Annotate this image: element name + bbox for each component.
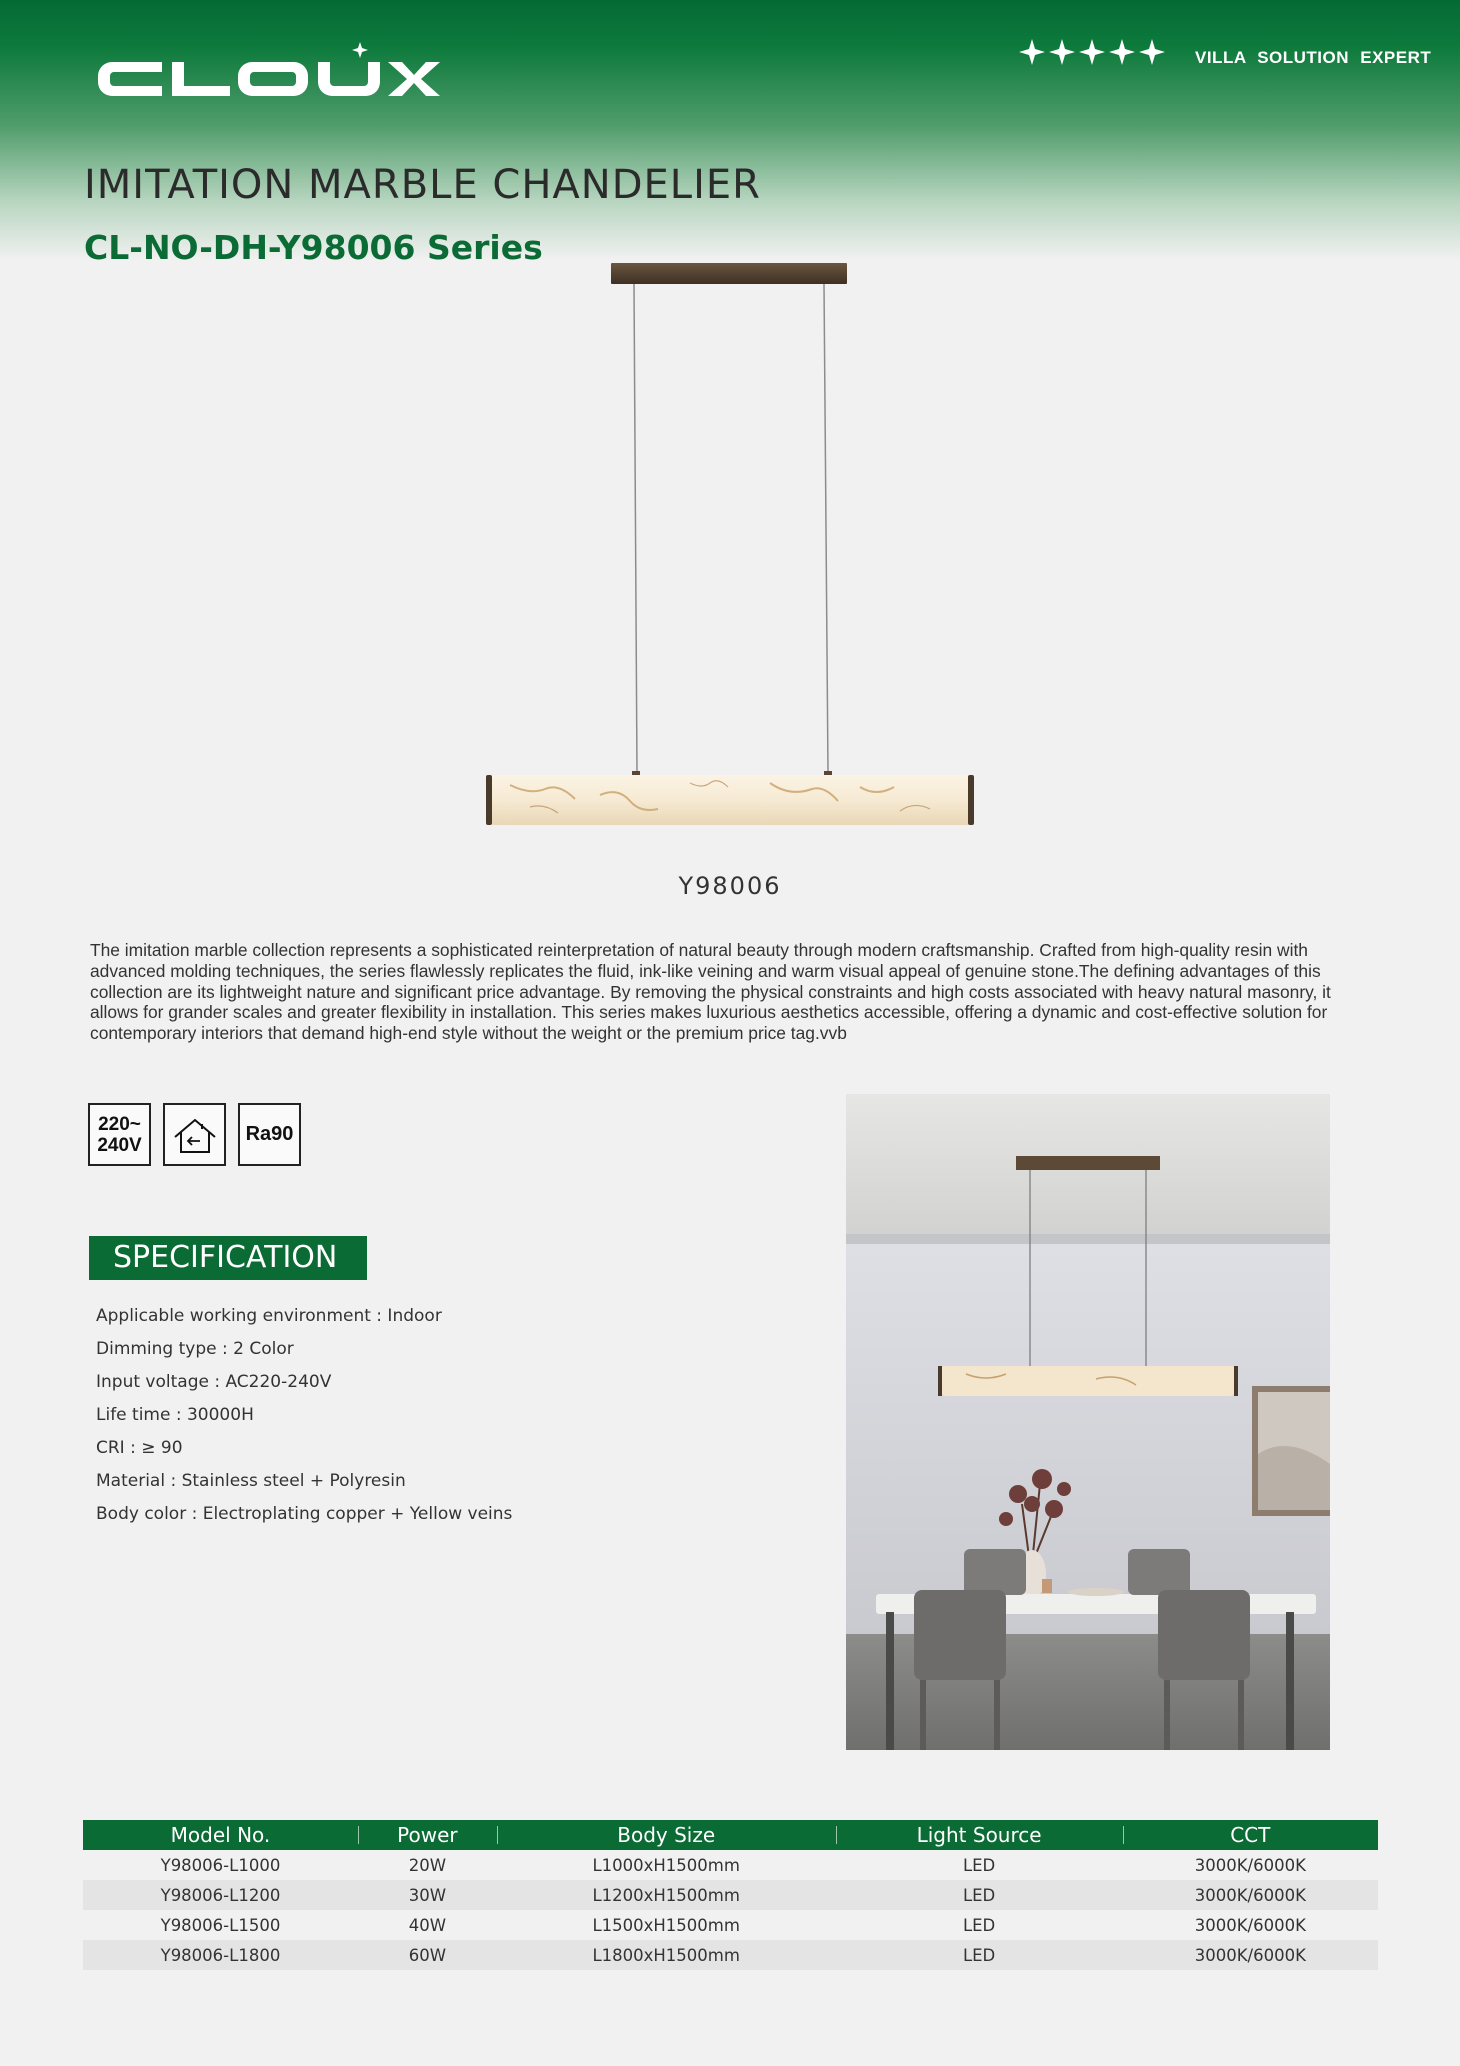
model-spec-table [83, 1820, 1378, 1970]
voltage-line2: 240V [97, 1134, 142, 1156]
cell-cct: 3000K/6000K [1123, 1880, 1378, 1910]
product-series: CL-NO-DH-Y98006 Series [84, 228, 543, 267]
table-row [83, 1850, 1378, 1880]
cell-model: Y98006-L1500 [160, 1915, 281, 1935]
table-row [83, 1910, 1378, 1940]
spec-item: Body color : Electroplating copper + Yellow veins [96, 1504, 513, 1524]
chandelier-product-image [470, 255, 990, 845]
cell-source: LED [962, 1915, 996, 1935]
feature-badges [88, 1103, 301, 1166]
cell-source: LED [836, 1940, 1123, 1970]
cell-cct: 3000K/6000K [1194, 1855, 1306, 1875]
cell-model: Y98006-L1200 [83, 1880, 358, 1910]
cell-source: LED [836, 1880, 1123, 1910]
table-header-row [83, 1820, 1378, 1850]
header-light-source: Light Source [836, 1820, 1123, 1850]
specification-list [96, 1300, 512, 1531]
cell-size: L1000xH1500mm [592, 1855, 740, 1875]
cell-power: 60W [358, 1940, 497, 1970]
cell-power: 20W [408, 1855, 447, 1875]
cell-cct: 3000K/6000K [1123, 1940, 1378, 1970]
header-cct: CCT [1123, 1820, 1378, 1850]
star-icon [1078, 38, 1106, 66]
table-row [83, 1940, 1378, 1970]
spec-item: Applicable working environment : Indoor [96, 1306, 442, 1326]
cell-size: L1200xH1500mm [497, 1880, 836, 1910]
rating-stars [1018, 38, 1166, 66]
specification-heading: SPECIFICATION [89, 1236, 367, 1280]
table-row [83, 1880, 1378, 1910]
product-description: The imitation marble collection represents a sophisticated reinterpretation of natural beauty through modern craftsmanship. Crafted from high-quality resin with advanced molding techniques, the series flawlessly replicates the fluid, ink-like veining and warm visual appeal of genuine stone.The defining advantages of this collection are its lightweight nature and significant price advantage. By removing the physical constraints and high costs associated with heavy natural masonry, it allows for grander scales and greater flexibility in installation. This series makes luxurious aesthetics accessible, offering a dynamic and cost-effective solution for contemporary interiors that demand high-end style without the weight or the premium price tag.vvb [90, 940, 1331, 1044]
cell-power: 40W [408, 1915, 447, 1935]
header-body-size: Body Size [497, 1820, 836, 1850]
spec-item: Material : Stainless steel + Polyresin [96, 1471, 406, 1491]
product-title: IMITATION MARBLE CHANDELIER [84, 162, 761, 208]
star-icon [1138, 38, 1166, 66]
star-icon [1108, 38, 1136, 66]
star-icon [1048, 38, 1076, 66]
spec-item: Life time : 30000H [96, 1405, 254, 1425]
spec-item: Input voltage : AC220-240V [96, 1372, 332, 1392]
header-band [0, 0, 1460, 260]
cri-badge: Ra90 [238, 1103, 301, 1166]
cell-size: L1800xH1500mm [497, 1940, 836, 1970]
cell-source: LED [962, 1855, 996, 1875]
cloux-logo [82, 40, 442, 110]
brand-tagline: VILLA SOLUTION EXPERT [1195, 48, 1432, 67]
cell-model: Y98006-L1800 [83, 1940, 358, 1970]
voltage-badge [88, 1103, 151, 1166]
header-power: Power [358, 1820, 497, 1850]
indoor-house-icon [163, 1103, 226, 1166]
star-icon [1018, 38, 1046, 66]
dining-room-photo [846, 1094, 1330, 1750]
cell-power: 30W [358, 1880, 497, 1910]
cell-cct: 3000K/6000K [1194, 1915, 1306, 1935]
spec-item: CRI : ≥ 90 [96, 1438, 183, 1458]
header-model-no: Model No. [170, 1823, 271, 1847]
cell-model: Y98006-L1000 [160, 1855, 281, 1875]
model-caption: Y98006 [678, 872, 782, 900]
voltage-line1: 220~ [98, 1113, 141, 1135]
spec-item: Dimming type : 2 Color [96, 1339, 294, 1359]
cell-size: L1500xH1500mm [592, 1915, 740, 1935]
